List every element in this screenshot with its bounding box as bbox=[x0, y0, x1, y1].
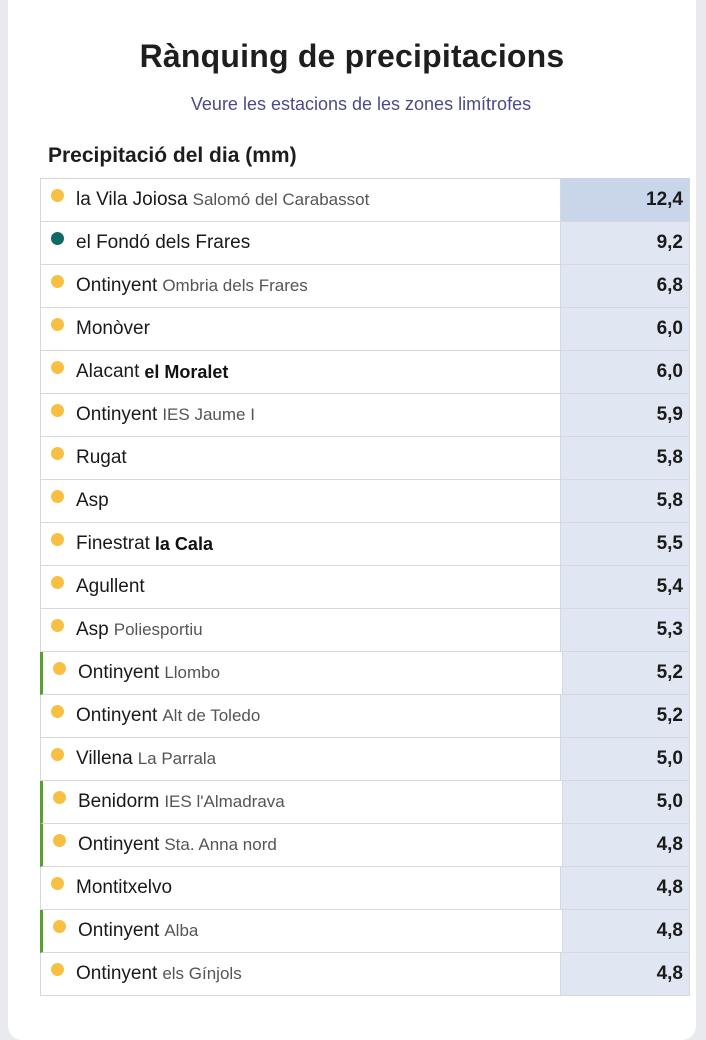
station-location: Llombo bbox=[164, 663, 221, 682]
table-row[interactable] bbox=[40, 179, 690, 222]
precipitation-value: 5,5 bbox=[560, 523, 689, 565]
table-row[interactable] bbox=[40, 695, 690, 738]
precipitation-value: 5,2 bbox=[560, 695, 689, 737]
station-cell[interactable] bbox=[41, 566, 560, 608]
station-status-dot-icon bbox=[51, 275, 64, 288]
table-row[interactable] bbox=[40, 566, 690, 609]
station-cell[interactable] bbox=[43, 781, 562, 823]
station-status-dot-icon bbox=[53, 834, 66, 847]
station-cell[interactable] bbox=[43, 824, 562, 866]
page-title: Rànquing de precipitacions bbox=[139, 38, 565, 74]
station-name: Montitxelvo bbox=[76, 877, 173, 898]
station-location: la Cala bbox=[154, 533, 213, 554]
station-name: Ontinyent bbox=[76, 705, 158, 726]
station-cell[interactable] bbox=[41, 867, 560, 909]
station-location: Poliesportiu bbox=[113, 620, 203, 639]
station-status-dot-icon bbox=[51, 232, 64, 245]
precipitation-value: 5,8 bbox=[560, 437, 689, 479]
station-status-dot-icon bbox=[51, 619, 64, 632]
neighbouring-stations-link[interactable]: Veure les estacions de les zones limítrofes bbox=[190, 94, 532, 114]
table-row[interactable] bbox=[40, 308, 690, 351]
station-name: Finestrat bbox=[76, 533, 150, 554]
station-status-dot-icon bbox=[51, 877, 64, 890]
precipitation-value: 5,0 bbox=[562, 781, 689, 823]
station-cell[interactable] bbox=[41, 523, 560, 565]
precipitation-value: 6,8 bbox=[560, 265, 689, 307]
station-cell[interactable] bbox=[41, 609, 560, 651]
station-name: Benidorm bbox=[78, 791, 160, 812]
station-name: Ontinyent bbox=[76, 275, 158, 296]
station-location: Alt de Toledo bbox=[162, 706, 261, 725]
table-row[interactable] bbox=[40, 824, 690, 867]
station-status-dot-icon bbox=[53, 662, 66, 675]
station-location: Ombria dels Frares bbox=[162, 276, 308, 295]
table-row[interactable] bbox=[40, 523, 690, 566]
precipitation-value: 5,8 bbox=[560, 480, 689, 522]
table-row[interactable] bbox=[40, 609, 690, 652]
station-cell[interactable] bbox=[41, 179, 560, 221]
station-location: Sta. Anna nord bbox=[164, 835, 277, 854]
precipitation-ranking-table bbox=[40, 178, 690, 996]
station-cell[interactable] bbox=[41, 738, 560, 780]
station-name: Agullent bbox=[76, 576, 145, 597]
table-row[interactable] bbox=[40, 953, 690, 996]
table-row[interactable] bbox=[40, 867, 690, 910]
station-location: els Gínjols bbox=[162, 964, 242, 983]
table-row[interactable] bbox=[40, 351, 690, 394]
station-location: IES l'Almadrava bbox=[164, 792, 285, 811]
precipitation-value: 6,0 bbox=[560, 308, 689, 350]
station-name: Asp bbox=[76, 619, 109, 640]
station-name: Rugat bbox=[76, 447, 127, 468]
station-status-dot-icon bbox=[51, 447, 64, 460]
station-name: Ontinyent bbox=[78, 834, 160, 855]
station-cell[interactable] bbox=[43, 652, 562, 694]
station-status-dot-icon bbox=[51, 576, 64, 589]
station-location: IES Jaume I bbox=[162, 405, 255, 424]
precipitation-value: 12,4 bbox=[560, 179, 689, 221]
station-cell[interactable] bbox=[41, 437, 560, 479]
station-name: Ontinyent bbox=[76, 404, 158, 425]
table-row[interactable] bbox=[40, 738, 690, 781]
station-status-dot-icon bbox=[51, 361, 64, 374]
station-cell[interactable] bbox=[43, 910, 562, 952]
station-cell[interactable] bbox=[41, 695, 560, 737]
station-cell[interactable] bbox=[41, 953, 560, 995]
precipitation-value: 4,8 bbox=[562, 824, 689, 866]
station-status-dot-icon bbox=[51, 189, 64, 202]
table-row[interactable] bbox=[40, 652, 690, 695]
table-row[interactable] bbox=[40, 265, 690, 308]
precipitation-value: 4,8 bbox=[562, 910, 689, 952]
station-location: Alba bbox=[164, 921, 199, 940]
table-row[interactable] bbox=[40, 480, 690, 523]
station-name: Ontinyent bbox=[78, 920, 160, 941]
station-cell[interactable] bbox=[41, 222, 560, 264]
station-status-dot-icon bbox=[53, 791, 66, 804]
station-cell[interactable] bbox=[41, 308, 560, 350]
precipitation-value: 5,2 bbox=[562, 652, 689, 694]
precipitation-value: 5,0 bbox=[560, 738, 689, 780]
station-location: La Parrala bbox=[137, 749, 217, 768]
station-name: Asp bbox=[76, 490, 109, 511]
station-name: el Fondó dels Frares bbox=[76, 232, 251, 253]
station-cell[interactable] bbox=[41, 265, 560, 307]
station-status-dot-icon bbox=[53, 920, 66, 933]
station-name: Villena bbox=[76, 748, 133, 769]
table-row[interactable] bbox=[40, 394, 690, 437]
station-name: Monòver bbox=[76, 318, 150, 339]
precipitation-value: 9,2 bbox=[560, 222, 689, 264]
station-status-dot-icon bbox=[51, 490, 64, 503]
table-row[interactable] bbox=[40, 910, 690, 953]
station-name: Alacant bbox=[76, 361, 140, 382]
station-status-dot-icon bbox=[51, 404, 64, 417]
station-name: Ontinyent bbox=[76, 963, 158, 984]
station-status-dot-icon bbox=[51, 963, 64, 976]
precipitation-value: 5,4 bbox=[560, 566, 689, 608]
precipitation-value: 5,3 bbox=[560, 609, 689, 651]
station-name: la Vila Joiosa bbox=[76, 189, 188, 210]
station-status-dot-icon bbox=[51, 748, 64, 761]
precipitation-value: 4,8 bbox=[560, 867, 689, 909]
section-heading: Precipitació del dia (mm) bbox=[48, 144, 297, 167]
precipitation-value: 5,9 bbox=[560, 394, 689, 436]
precipitation-value: 4,8 bbox=[560, 953, 689, 995]
station-cell[interactable] bbox=[41, 394, 560, 436]
table-row[interactable] bbox=[40, 781, 690, 824]
precipitation-value: 6,0 bbox=[560, 351, 689, 393]
station-status-dot-icon bbox=[51, 705, 64, 718]
station-status-dot-icon bbox=[51, 533, 64, 546]
station-cell[interactable] bbox=[41, 480, 560, 522]
station-status-dot-icon bbox=[51, 318, 64, 331]
station-location: Salomó del Carabassot bbox=[192, 190, 370, 209]
station-cell[interactable] bbox=[41, 351, 560, 393]
table-row[interactable] bbox=[40, 222, 690, 265]
table-row[interactable] bbox=[40, 437, 690, 480]
station-location: el Moralet bbox=[144, 361, 229, 382]
station-name: Ontinyent bbox=[78, 662, 160, 683]
